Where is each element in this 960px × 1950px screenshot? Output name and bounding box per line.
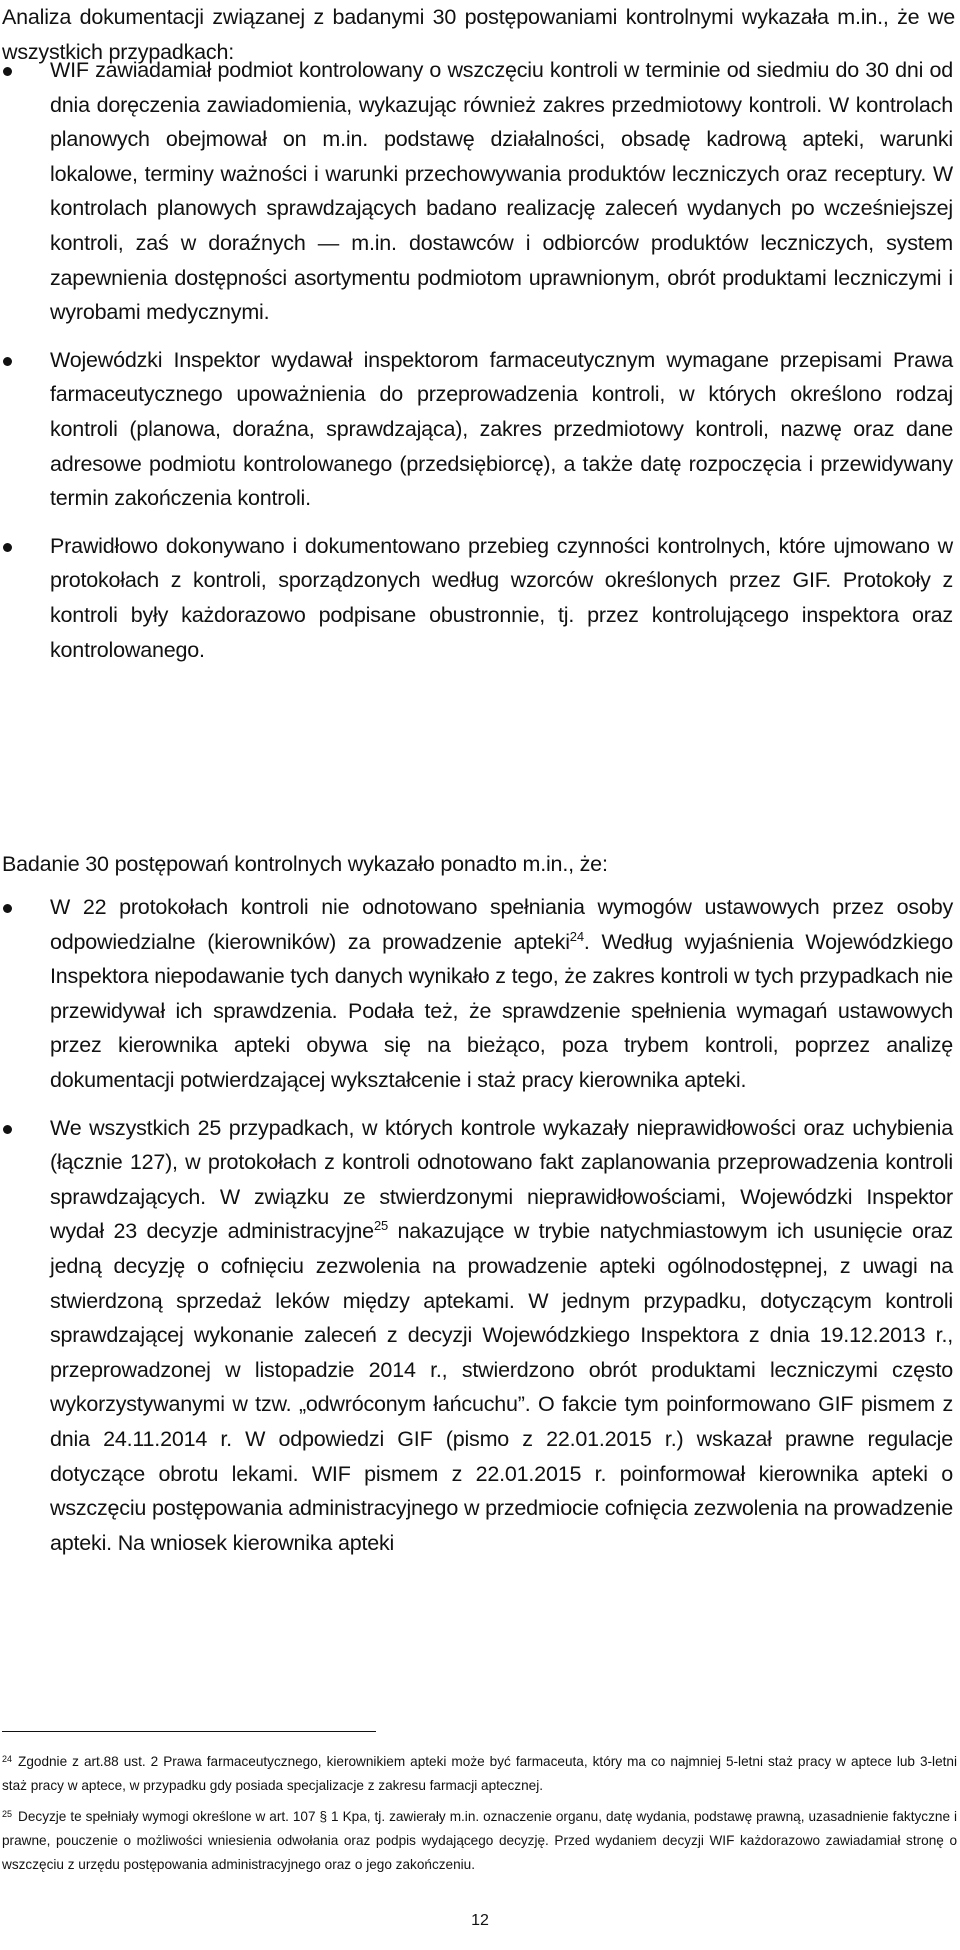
bullet-icon: [3, 904, 12, 913]
section-lead-paragraph: Badanie 30 postępowań kontrolnych wykazało ponadto m.in., że:: [2, 852, 608, 876]
list-item-text: Prawidłowo dokonywano i dokumentowano przebieg czynności kontrolnych, które ujmowano w protokołach z kontroli, sporządzonych według wzorców określonych przez GIF. Protokoły z kontroli były każdorazowo podpisane obustronnie, tj. przez kontrolującego inspektora oraz kontrolowanego.: [50, 533, 953, 662]
list-item-text-after: nakazujące w trybie natychmiastowym ich usunięcie oraz jedną decyzję o cofnięciu zezwolenia na prowadzenie apteki ogólnodostępnej, z uwagi na stwierdzoną sprzedaż leków między aptekami. W jednym przypadku, dotyczącym kontroli sprawdzającej wykonanie zaleceń z decyzji Wojewódzkiego Inspektora z dnia 19.12.2013 r., przeprowadzonej w listopadzie 2014 r., stwierdzono obrót produktami leczniczymi często wykorzystywanymi w tzw. „odwróconym łańcuchu”. O fakcie tym poinformowano GIF pismem z dnia 24.11.2014 r. W odpowiedzi GIF (pismo z 22.01.2015 r.) wskazał prawne regulacje dotyczące obrotu lekami. WIF pismem z 22.01.2015 r. poinformował kierownika apteki o wszczęciu postępowania administracyjnego w przedmiocie cofnięcia zezwolenia na prowadzenie apteki. Na wniosek kierownika apteki: [50, 1219, 953, 1555]
list-item-text: Wojewódzki Inspektor wydawał inspektorom farmaceutycznym wymagane przepisami Prawa farmaceutycznego upoważnienia do przeprowadzenia kontroli, w których określono rodzaj kontroli (planowa, doraźna, sprawdzająca), zakres przedmiotowy kontroli, nazwę oraz dane adresowe podmiotu kontrolowanego (przedsiębiorcę), a także datę rozpoczęcia i przewidywany termin zakończenia kontroli.: [50, 347, 953, 511]
list-item-text-after: . Według wyjaśnienia Wojewódzkiego Inspektora niepodawanie tych danych wynikało z tego, że zakres kontroli w tych przypadkach nie przewidywał ich sprawdzenia. Podała też, że sprawdzenie spełnienia wymagań ustawowych przez kierownika apteki obywa się na bieżąco, poza trybem kontroli, poprzez analizę dokumentacji potwierdzającej wykształcenie i staż pracy kierownika apteki.: [50, 929, 953, 1092]
list-item: [0, 529, 953, 667]
list-item: [0, 1111, 953, 1561]
bullet-icon: [3, 1125, 12, 1134]
list-item: [0, 890, 953, 1098]
footnote-text: Zgodnie z art.88 ust. 2 Prawa farmaceutycznego, kierownikiem apteki może być farmaceuta, który ma co najmniej 5-letni staż pracy w aptece lub 3-letni staż pracy w aptece, w przypadku gdy posiada specjalizacje z zakresu farmacji aptecznej.: [2, 1754, 957, 1793]
findings-list-2: [0, 890, 960, 1560]
footnote-ref-24: 24: [569, 928, 584, 944]
footnote-divider: [2, 1731, 376, 1732]
findings-list-1: [0, 53, 960, 667]
footnote-text: Decyzje te spełniały wymogi określone w art. 107 § 1 Kpa, tj. zawierały m.in. oznaczenie organu, datę wydania, podstawę prawną, uzasadnienie faktyczne i prawne, pouczenie o możliwości wniesienia odwołania oraz podpis wydającego decyzję. Przed wydaniem decyzji WIF każdorazowo zawiadamiał stronę o wszczęciu z urzędu postępowania administracyjnego oraz o jego zakończeniu.: [2, 1809, 957, 1872]
intro-paragraph: Analiza dokumentacji związanej z badanymi 30 postępowaniami kontrolnymi wykazała m.in., że we wszystkich przypadkach:: [2, 5, 955, 64]
bullet-icon: [3, 357, 12, 366]
list-item-text: WIF zawiadamiał podmiot kontrolowany o wszczęciu kontroli w terminie od siedmiu do 30 dni od dnia doręczenia zawiadomienia, wykazując również zakres przedmiotowy kontroli. W kontrolach planowych obejmował on m.in. podstawę działalności, obsadę kadrową apteki, warunki lokalowe, terminy ważności i warunki przechowywania produktów leczniczych oraz receptury. W kontrolach planowych sprawdzających badano realizację zaleceń wydanych po wcześniejszej kontroli, zaś w doraźnych — m.in. dostawców i odbiorców produktów leczniczych, system zapewnienia dostępności asortymentu podmiotom uprawnionym, obrót produktami leczniczymi i wyrobami medycznymi.: [50, 58, 953, 325]
bullet-icon: [3, 67, 12, 76]
list-item-text-before: We wszystkich 25 przypadkach, w których kontrole wykazały nieprawidłowości oraz uchybienia (łącznie 127), w protokołach z kontroli odnotowano fakt zaplanowania przeprowadzenia kontroli sprawdzających. W związku ze stwierdzonymi nieprawidłowościami, Wojewódzki Inspektor wydał 23 decyzje administracyjne: [50, 1115, 953, 1244]
list-item-text-before: W 22 protokołach kontroli nie odnotowano spełniania wymogów ustawowych przez osoby odpowiedzialne (kierowników) za prowadzenie apteki: [50, 895, 953, 954]
list-item: [0, 53, 953, 330]
bullet-icon: [3, 543, 12, 552]
footnote-ref-25: 25: [373, 1218, 388, 1234]
footnote-number: 25: [2, 1809, 13, 1819]
footnote-number: 24: [2, 1754, 13, 1764]
page-number: 12: [471, 1912, 489, 1929]
footnotes: [2, 1750, 957, 1877]
footnote-25: [2, 1805, 957, 1877]
footnote-24: [2, 1750, 957, 1798]
list-item: [0, 343, 953, 516]
